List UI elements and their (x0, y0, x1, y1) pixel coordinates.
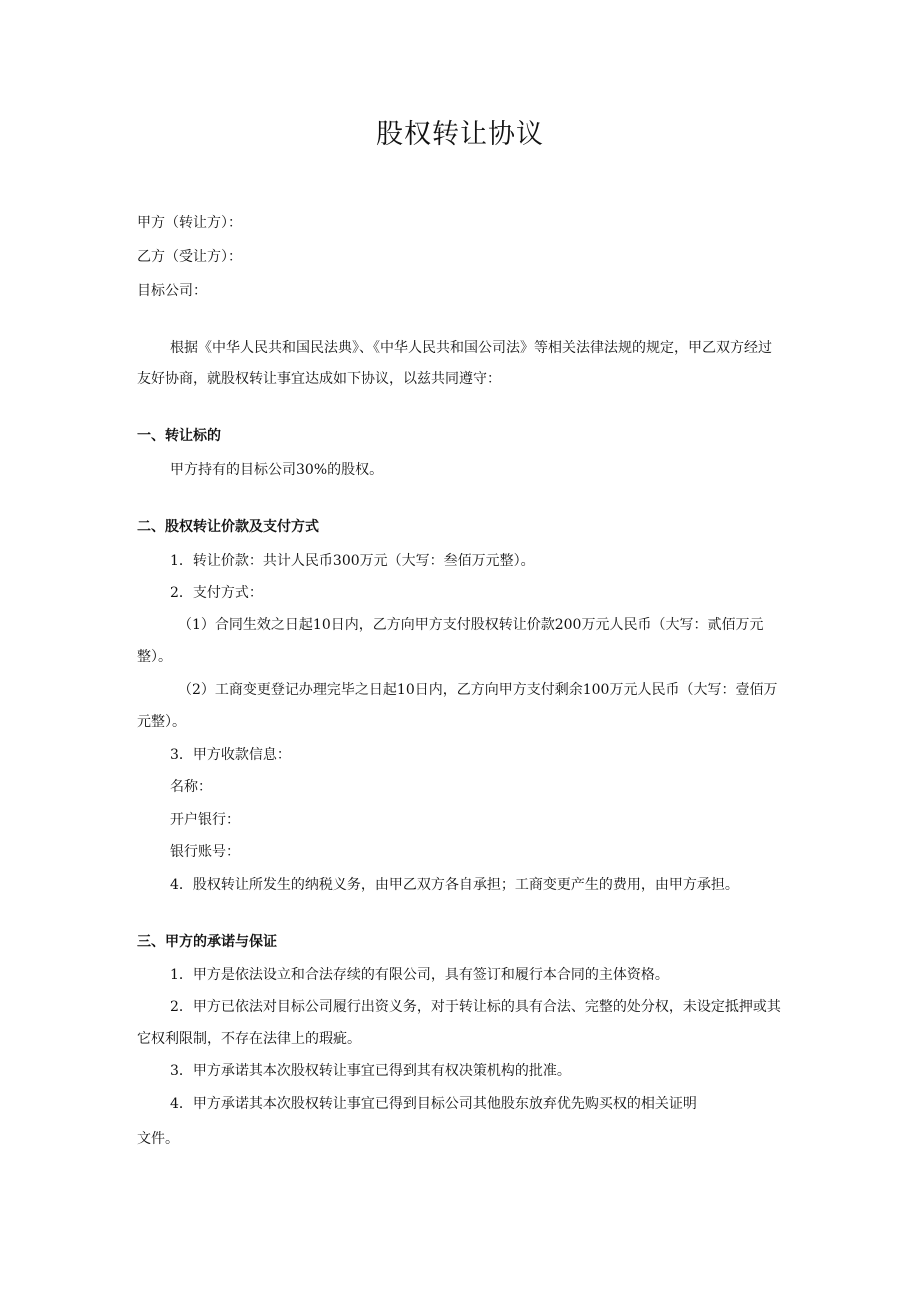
section-3-item-2-line-1: 2．甲方已依法对目标公司履行出资义务，对于转让标的具有合法、完整的处分权，未设定抵押或其 (170, 999, 781, 1015)
section-3-item-3: 3．甲方承诺其本次股权转让事宜已得到其有权决策机构的批准。 (170, 1063, 571, 1079)
section-2-sub-2-line-2: 元整）。 (137, 714, 186, 730)
section-3-item-4-line-1: 4．甲方承诺其本次股权转让事宜已得到目标公司其他股东放弃优先购买权的相关证明 (170, 1096, 697, 1112)
section-2-item-1: 1．转让价款：共计人民币300万元（大写：叁佰万元整）。 (170, 553, 535, 569)
preamble-line-2: 友好协商，就股权转让事宜达成如下协议，以兹共同遵守： (137, 371, 501, 387)
section-2-item-2: 2．支付方式： (170, 585, 263, 601)
section-3-item-2-line-2: 它权利限制，不存在法律上的瑕疵。 (137, 1031, 361, 1047)
payee-account-label: 银行账号： (170, 844, 240, 860)
section-3-item-4-line-2: 文件。 (137, 1131, 179, 1147)
document-title: 股权转让协议 (376, 119, 544, 150)
section-3-heading: 三、甲方的承诺与保证 (137, 934, 277, 950)
payee-name-label: 名称： (170, 779, 212, 795)
section-1-body: 甲方持有的目标公司30%的股权。 (170, 462, 384, 478)
party-a-label: 甲方（转让方）： (137, 215, 242, 231)
section-3-item-1: 1．甲方是依法设立和合法存续的有限公司，具有签订和履行本合同的主体资格。 (170, 967, 669, 983)
section-2-sub-1-line-1: （1）合同生效之日起10日内，乙方向甲方支付股权转让价款200万元人民币（大写：贰佰万元 (178, 617, 764, 633)
section-2-sub-2-line-1: （2）工商变更登记办理完毕之日起10日内，乙方向甲方支付剩余100万元人民币（大写：壹佰万 (178, 682, 778, 698)
target-company-label: 目标公司： (137, 283, 207, 299)
payee-bank-label: 开户银行： (170, 812, 240, 828)
section-2-heading: 二、股权转让价款及支付方式 (137, 519, 319, 535)
section-2-item-3: 3．甲方收款信息： (170, 747, 291, 763)
section-1-heading: 一、转让标的 (137, 428, 221, 444)
section-2-sub-1-line-2: 整）。 (137, 649, 172, 665)
party-b-label: 乙方（受让方）： (137, 249, 242, 265)
section-2-item-4: 4．股权转让所发生的纳税义务，由甲乙双方各自承担；工商变更产生的费用，由甲方承担。 (170, 877, 739, 893)
preamble-line-1: 根据《中华人民共和国民法典》、《中华人民共和国公司法》等相关法律法规的规定，甲乙双方经过 (170, 340, 772, 356)
